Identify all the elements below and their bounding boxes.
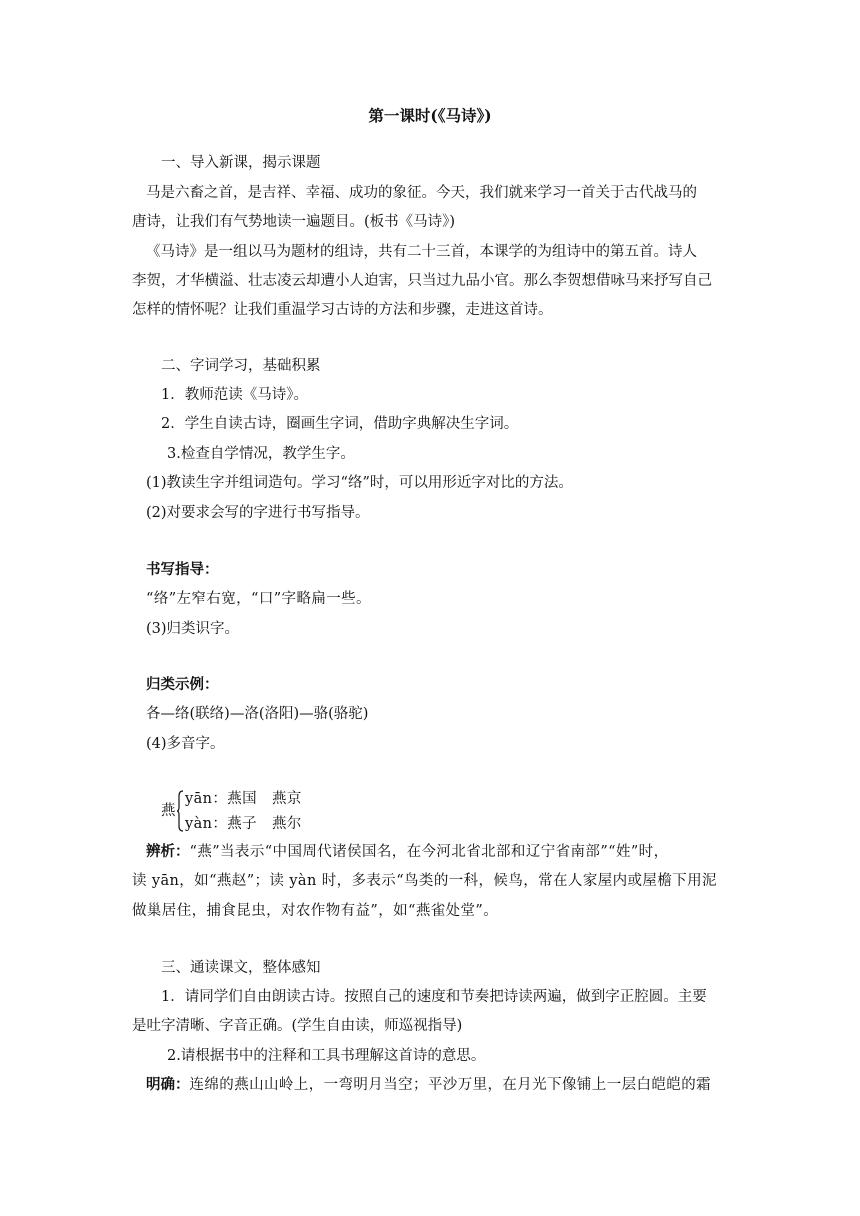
list-item: 1．请同学们自由朗读古诗。按照自己的速度和节奏把诗读两遍，做到字正腔圆。主要 [161, 989, 707, 1005]
classify-example-label: 归类示例： [146, 676, 219, 693]
section-heading-1: 一、导入新课，揭示课题 [161, 155, 321, 171]
page-title: 第一课时(《马诗》) [368, 106, 492, 125]
analysis-label: 辨析： [146, 843, 190, 860]
brace-icon [177, 790, 183, 832]
section-heading-3: 三、通读课文，整体感知 [161, 960, 321, 976]
clarify-line [146, 1075, 711, 1095]
classify-example-text: 各—络(联络)—洛(洛阳)—骆(骆驼) [146, 706, 369, 722]
analysis-text: “燕”当表示“中国周代诸侯国名，在今河北省北部和辽宁省南部”“姓”时， [189, 844, 669, 860]
analysis-line-2: 读 yān，如“燕赵”；读 yàn 时，多表示“鸟类的一科，候鸟，常在人家屋内或屋檐下用泥 [132, 873, 717, 889]
list-item: 1．教师范读《马诗》。 [161, 387, 308, 403]
list-item: 2.请根据书中的注释和工具书理解这首诗的意思。 [167, 1048, 486, 1064]
paragraph-line: 《马诗》是一组以马为题材的组诗，共有二十三首，本课学的为组诗中的第五首。诗人 [146, 244, 697, 260]
pronunciation-yan4: yàn：燕子 燕尔 [185, 816, 302, 832]
paragraph-line: 马是六畜之首，是吉祥、幸福、成功的象征。今天，我们就来学习一首关于古代战马的 [146, 185, 697, 201]
pronunciation-yan1: yān：燕国 燕京 [185, 791, 302, 807]
clarify-label: 明确： [146, 1076, 190, 1093]
polyphone-character: 燕 [161, 803, 176, 819]
sub-item: (2)对要求会写的字进行书写指导。 [146, 505, 370, 521]
sub-item: (1)教读生字并组词造句。学习“络”时，可以用形近字对比的方法。 [146, 475, 573, 491]
sub-item: (3)归类识字。 [146, 621, 240, 637]
paragraph-line: 怎样的情怀呢？让我们重温学习古诗的方法和步骤，走进这首诗。 [132, 302, 553, 318]
writing-guide-text: “络”左窄右宽，“口”字略扁一些。 [146, 591, 371, 607]
list-item: 2．学生自读古诗，圈画生字词，借助字典解决生字词。 [161, 416, 519, 432]
clarify-text: 连绵的燕山山岭上，一弯明月当空；平沙万里，在月光下像铺上一层白皑皑的霜 [189, 1077, 711, 1093]
list-item: 是吐字清晰、字音正确。(学生自由读，师巡视指导) [132, 1018, 463, 1034]
sub-item: (4)多音字。 [146, 736, 225, 752]
analysis-line-3: 做巢居住，捕食昆虫，对农作物有益”，如“燕雀处堂”。 [132, 903, 499, 919]
writing-guide-label: 书写指导： [146, 561, 219, 578]
paragraph-line: 唐诗，让我们有气势地读一遍题目。(板书《马诗》) [132, 214, 456, 230]
list-item: 3.检查自学情况，教学生字。 [167, 446, 355, 462]
section-heading-2: 二、字词学习，基础积累 [161, 358, 321, 374]
paragraph-line: 李贺，才华横溢、壮志凌云却遭小人迫害，只当过九品小官。那么李贺想借咏马来抒写自己 [132, 273, 712, 289]
analysis-line-1 [146, 842, 668, 862]
